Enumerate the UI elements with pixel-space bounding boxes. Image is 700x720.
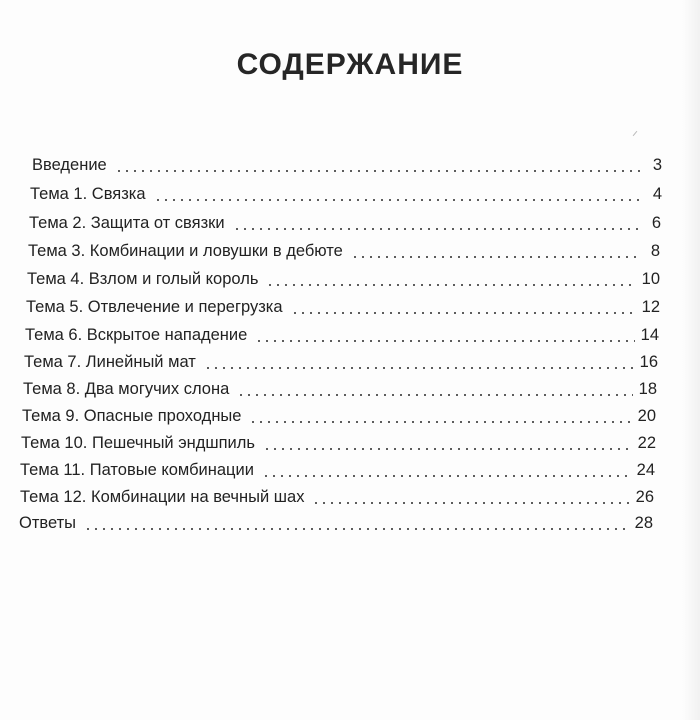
toc-entry-label: Тема 1. Связка bbox=[30, 185, 146, 203]
toc-entry-label: Тема 2. Защита от связки bbox=[29, 214, 225, 232]
toc-dot-leader bbox=[249, 421, 631, 423]
toc-dot-leader bbox=[351, 256, 640, 258]
toc-dot-leader bbox=[204, 367, 634, 369]
toc-dot-leader bbox=[312, 502, 629, 504]
toc-entry bbox=[24, 350, 658, 374]
toc-entry-page: 18 bbox=[638, 380, 657, 398]
toc-dot-leader bbox=[233, 228, 641, 230]
toc-dot-leader bbox=[154, 199, 642, 201]
toc-entry-page: 3 bbox=[652, 156, 662, 174]
toc-dot-leader bbox=[291, 312, 636, 314]
toc-entry bbox=[21, 431, 656, 455]
toc-entry-label: Ответы bbox=[19, 514, 77, 532]
toc-entry bbox=[20, 485, 654, 509]
toc-entry bbox=[19, 511, 653, 535]
toc-entry-label: Тема 7. Линейный мат bbox=[24, 353, 196, 371]
toc-entry bbox=[25, 323, 659, 347]
toc-entry-page: 22 bbox=[637, 434, 656, 452]
toc-dot-leader bbox=[255, 340, 634, 342]
page-title: СОДЕРЖАНИЕ bbox=[236, 48, 464, 81]
toc-entry bbox=[32, 153, 662, 177]
toc-entry-page: 4 bbox=[652, 185, 662, 203]
toc-entry bbox=[20, 458, 655, 482]
toc-entry-page: 28 bbox=[634, 514, 653, 532]
toc-entry bbox=[26, 295, 660, 319]
toc-entry-page: 16 bbox=[639, 353, 658, 371]
toc-dot-leader bbox=[115, 170, 642, 172]
toc-entry-label: Введение bbox=[32, 156, 107, 174]
toc-dot-leader bbox=[263, 448, 632, 450]
toc-entry bbox=[27, 267, 660, 291]
toc-entry bbox=[22, 404, 656, 428]
toc-entry-page: 8 bbox=[650, 242, 660, 260]
toc-dot-leader bbox=[262, 475, 631, 477]
toc-dot-leader bbox=[84, 528, 629, 530]
toc-entry-page: 14 bbox=[640, 326, 659, 344]
page-edge-shadow bbox=[682, 0, 700, 720]
toc-entry bbox=[28, 239, 660, 263]
toc-entry-label: Тема 8. Два могучих слона bbox=[23, 380, 230, 398]
toc-entry-label: Тема 6. Вскрытое нападение bbox=[25, 326, 248, 344]
toc-dot-leader bbox=[237, 394, 632, 396]
toc-entry-page: 6 bbox=[651, 214, 661, 232]
toc-dot-leader bbox=[266, 284, 635, 286]
toc-entry-label: Тема 10. Пешечный эндшпиль bbox=[21, 434, 255, 452]
toc-entry bbox=[30, 182, 662, 206]
toc-entry-label: Тема 3. Комбинации и ловушки в дебюте bbox=[28, 242, 343, 260]
toc-entry-label: Тема 4. Взлом и голый король bbox=[27, 270, 259, 288]
toc-entry-page: 10 bbox=[641, 270, 660, 288]
toc-entry-label: Тема 11. Патовые комбинации bbox=[20, 461, 254, 479]
toc-entry-page: 20 bbox=[637, 407, 656, 425]
toc-entry-label: Тема 5. Отвлечение и перегрузка bbox=[26, 298, 283, 316]
page-speck bbox=[633, 131, 638, 136]
toc-entry-label: Тема 9. Опасные проходные bbox=[22, 407, 242, 425]
toc-entry bbox=[29, 211, 661, 235]
toc-entry-page: 12 bbox=[641, 298, 660, 316]
toc-entry-page: 24 bbox=[636, 461, 655, 479]
toc-entry-label: Тема 12. Комбинации на вечный шах bbox=[20, 488, 305, 506]
toc-entry bbox=[23, 377, 657, 401]
toc-entry-page: 26 bbox=[635, 488, 654, 506]
